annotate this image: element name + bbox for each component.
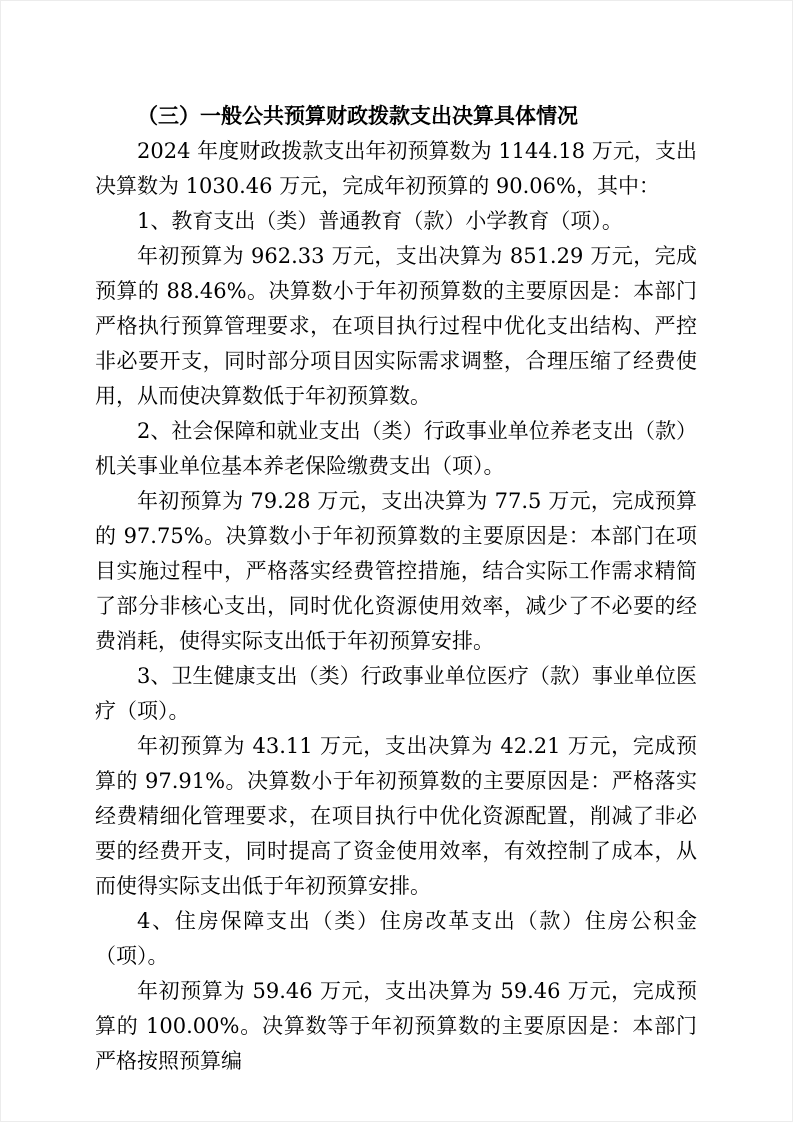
paragraph-item-3-title: 3、卫生健康支出（类）行政事业单位医疗（款）事业单位医疗（项）。 (95, 664, 697, 723)
paragraph-item-1-title: 1、教育支出（类）普通教育（款）小学教育（项）。 (137, 209, 623, 233)
section-heading: （三）一般公共预算财政拨款支出决算具体情况 (137, 104, 578, 128)
paragraph-item-2-detail: 年初预算为 79.28 万元，支出决算为 77.5 万元，完成预算的 97.75%。决算数小于年初预算数的主要原因是：本部门在项目实施过程中，严格落实经费管控措施，结合实际工作需求精简了部分非核心支出，同时优化资源使用效率，减少了不必要的经费消耗，使得实际支出低于年初预算安排。 (95, 489, 697, 653)
paragraph-item-2-title: 2、社会保障和就业支出（类）行政事业单位养老支出（款）机关事业单位基本养老保险缴费支出（项）。 (95, 419, 697, 478)
paragraph-item-3-detail: 年初预算为 43.11 万元，支出决算为 42.21 万元，完成预算的 97.91%。决算数小于年初预算数的主要原因是：严格落实经费精细化管理要求，在项目执行中优化资源配置，削减了非必要的经费开支，同时提高了资金使用效率，有效控制了成本，从而使得实际支出低于年初预算安排。 (95, 734, 697, 898)
paragraph-item-4-title: 4、住房保障支出（类）住房改革支出（款）住房公积金（项）。 (95, 909, 697, 968)
paragraph-item-1-detail: 年初预算为 962.33 万元，支出决算为 851.29 万元，完成预算的 88.46%。决算数小于年初预算数的主要原因是：本部门严格执行预算管理要求，在项目执行过程中优化支出结构、严控非必要开支，同时部分项目因实际需求调整，合理压缩了经费使用，从而使决算数低于年初预算数。 (95, 244, 697, 408)
paragraph-budget-summary: 2024 年度财政拨款支出年初预算数为 1144.18 万元，支出决算数为 1030.46 万元，完成年初预算的 90.06%，其中： (95, 139, 697, 198)
paragraph-item-4-detail: 年初预算为 59.46 万元，支出决算为 59.46 万元，完成预算的 100.00%。决算数等于年初预算数的主要原因是：本部门严格按照预算编 (95, 979, 697, 1073)
